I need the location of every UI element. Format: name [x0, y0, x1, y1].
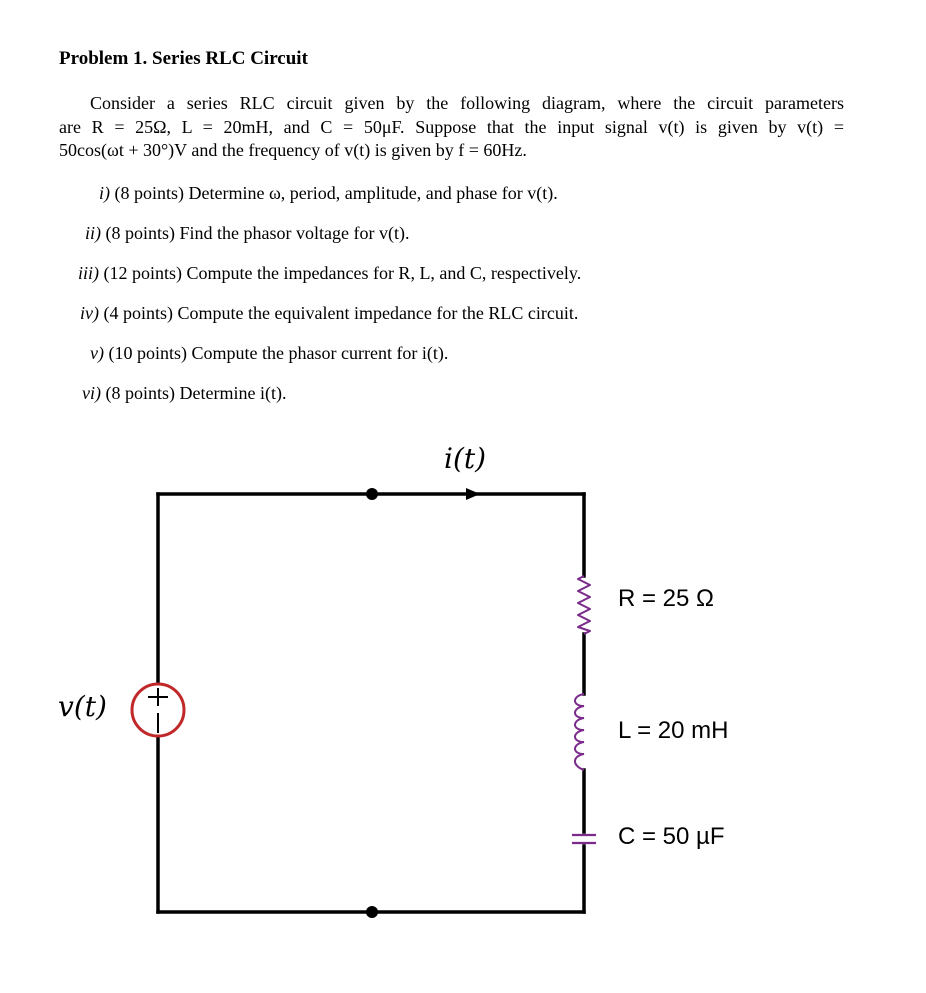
bottom-node-dot — [366, 906, 378, 918]
part-number: iv) — [80, 303, 99, 323]
current-arrow — [466, 488, 480, 500]
part-text: (8 points) Find the phasor voltage for v(t). — [105, 223, 410, 243]
voltage-source — [132, 684, 184, 736]
part-number: iii) — [78, 263, 99, 283]
capacitor-symbol — [572, 835, 596, 843]
part-text: (12 points) Compute the impedances for R, L, and C, respectively. — [103, 263, 582, 283]
part-text: (10 points) Compute the phasor current for i(t). — [108, 343, 449, 363]
intro-line-1: Consider a series RLC circuit given by the following diagram, where the circuit parameters — [90, 93, 844, 113]
inductor-label: L = 20 mH — [618, 717, 729, 744]
top-node-dot — [366, 488, 378, 500]
resistor-label: R = 25 Ω — [618, 585, 714, 612]
source-label: v(t) — [58, 690, 107, 723]
inductor-symbol — [575, 694, 584, 770]
problem-title: Problem 1. Series RLC Circuit — [59, 48, 308, 69]
intro-line-3: 50cos(ωt + 30°)V and the frequency of v(t) is given by f = 60Hz. — [59, 140, 527, 160]
current-label: i(t) — [444, 442, 487, 475]
resistor-symbol — [578, 576, 590, 634]
part-number: v) — [90, 343, 104, 363]
part-number: ii) — [85, 223, 101, 243]
part-text: (8 points) Determine ω, period, amplitude, and phase for v(t). — [114, 183, 558, 203]
part-number: vi) — [82, 383, 101, 403]
intro-line-2: are R = 25Ω, L = 20mH, and C = 50μF. Suppose that the input signal v(t) is given by v(t) = — [59, 116, 844, 137]
part-number: i) — [99, 183, 110, 203]
circuit-wires — [158, 494, 584, 912]
part-text: (4 points) Compute the equivalent impedance for the RLC circuit. — [103, 303, 579, 323]
capacitor-label: C = 50 µF — [618, 823, 725, 850]
part-text: (8 points) Determine i(t). — [105, 383, 287, 403]
